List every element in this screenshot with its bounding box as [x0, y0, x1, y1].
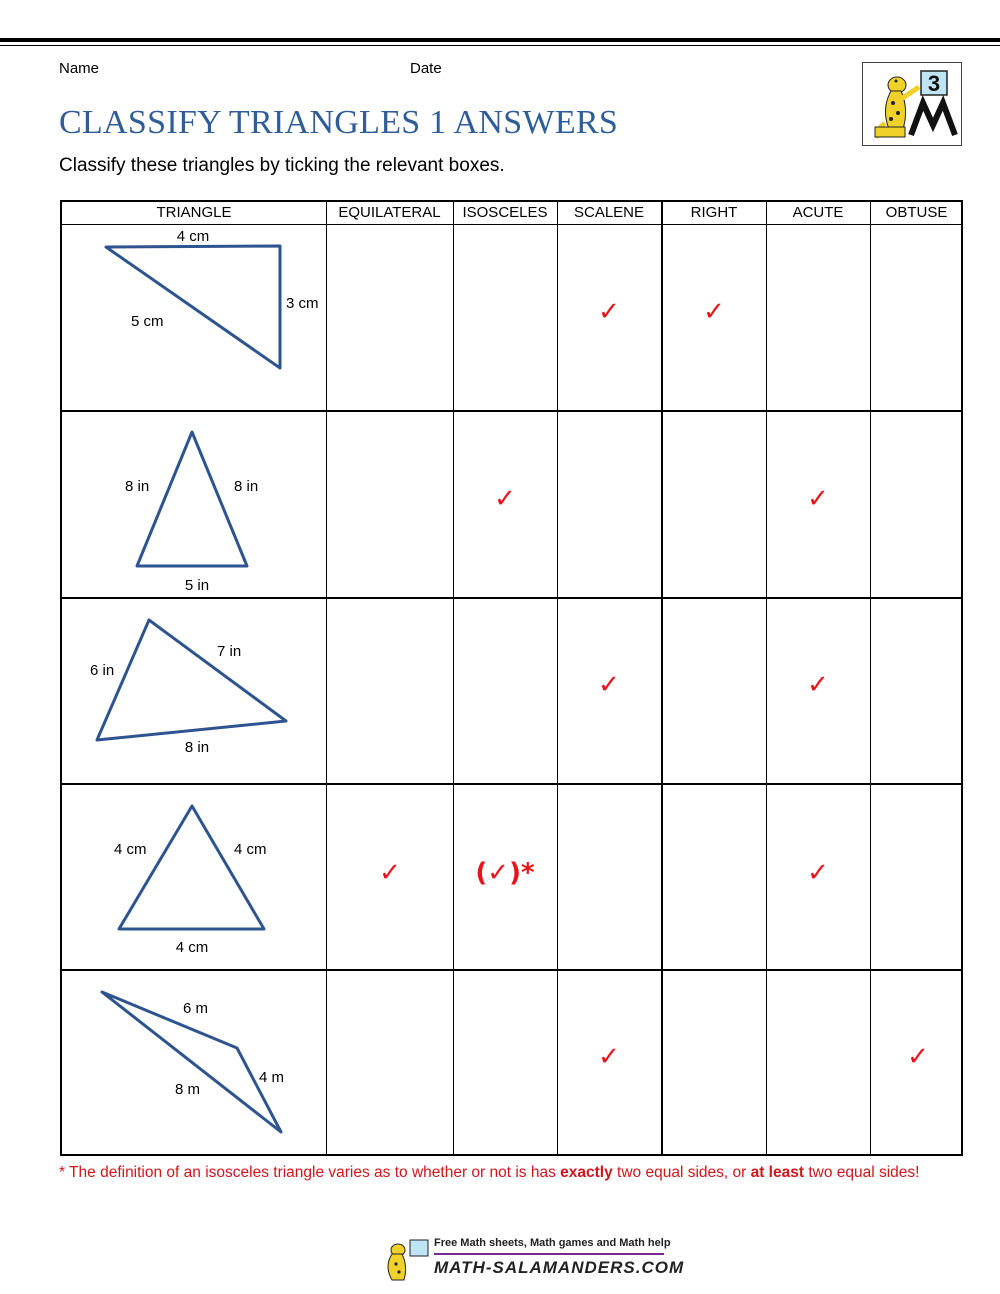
- row5-side-right: 4 m: [259, 1069, 285, 1086]
- tick-row4-isosceles: (✓)*: [475, 858, 535, 888]
- triangle-1-right: [106, 246, 280, 368]
- tick-row5-obtuse: ✓: [907, 1042, 929, 1072]
- row5-side-long: 8 m: [175, 1081, 201, 1098]
- page-title: CLASSIFY TRIANGLES 1 ANSWERS: [59, 104, 619, 141]
- triangle-3-scalene: [97, 620, 286, 740]
- name-label: Name: [59, 60, 100, 77]
- footnote-bold-at-least: at least: [750, 1164, 805, 1181]
- row3-side-base: 8 in: [184, 739, 210, 756]
- tick-row1-scalene: ✓: [598, 297, 620, 327]
- date-label: Date: [410, 60, 442, 77]
- row1-side-top: 4 cm: [176, 228, 210, 245]
- row4-side-base: 4 cm: [175, 939, 209, 956]
- isosceles-footnote: [59, 1160, 939, 1186]
- instructions: Classify these triangles by ticking the relevant boxes.: [59, 155, 505, 176]
- grade-number: 3: [927, 71, 941, 96]
- footer-tagline: Free Math sheets, Math games and Math help: [434, 1237, 671, 1249]
- footnote-text-3: two equal sides!: [804, 1164, 920, 1181]
- row1-side-hypotenuse: 5 cm: [131, 313, 164, 330]
- header-acute: ACUTE: [792, 204, 844, 221]
- row5-side-top: 6 m: [183, 1000, 209, 1017]
- tick-row3-acute: ✓: [807, 670, 829, 700]
- tick-row3-scalene: ✓: [598, 670, 620, 700]
- header-right: RIGHT: [690, 204, 738, 221]
- triangle-2-isosceles: [137, 432, 247, 566]
- row2-side-right: 8 in: [234, 478, 259, 495]
- row2-side-base: 5 in: [184, 577, 210, 594]
- header-obtuse: OBTUSE: [885, 204, 948, 221]
- tick-row2-isosceles: ✓: [494, 484, 516, 514]
- header-isosceles: ISOSCELES: [462, 204, 548, 221]
- row1-side-right: 3 cm: [286, 295, 319, 312]
- triangle-4-equilateral: [119, 806, 264, 929]
- row4-side-right: 4 cm: [234, 841, 267, 858]
- header-triangle: TRIANGLE: [156, 204, 232, 221]
- footer-site-name[interactable]: MATH-SALAMANDERS.COM: [434, 1258, 685, 1277]
- header-equilateral: EQUILATERAL: [338, 204, 441, 221]
- tick-row2-acute: ✓: [807, 484, 829, 514]
- tick-row1-right: ✓: [703, 297, 725, 327]
- header-scalene: SCALENE: [573, 204, 645, 221]
- row4-side-left: 4 cm: [114, 841, 147, 858]
- tick-row4-equilateral: ✓: [379, 858, 401, 888]
- tick-row4-acute: ✓: [807, 858, 829, 888]
- row2-side-left: 8 in: [125, 478, 150, 495]
- footnote-bold-exactly: exactly: [560, 1164, 613, 1181]
- footnote-text-2: two equal sides, or: [612, 1164, 751, 1181]
- row3-side-top: 7 in: [217, 643, 242, 660]
- footnote-text-1: * The definition of an isosceles triangle varies as to whether or not is has: [59, 1164, 561, 1181]
- tick-row5-scalene: ✓: [598, 1042, 620, 1072]
- row3-side-left: 6 in: [90, 662, 115, 679]
